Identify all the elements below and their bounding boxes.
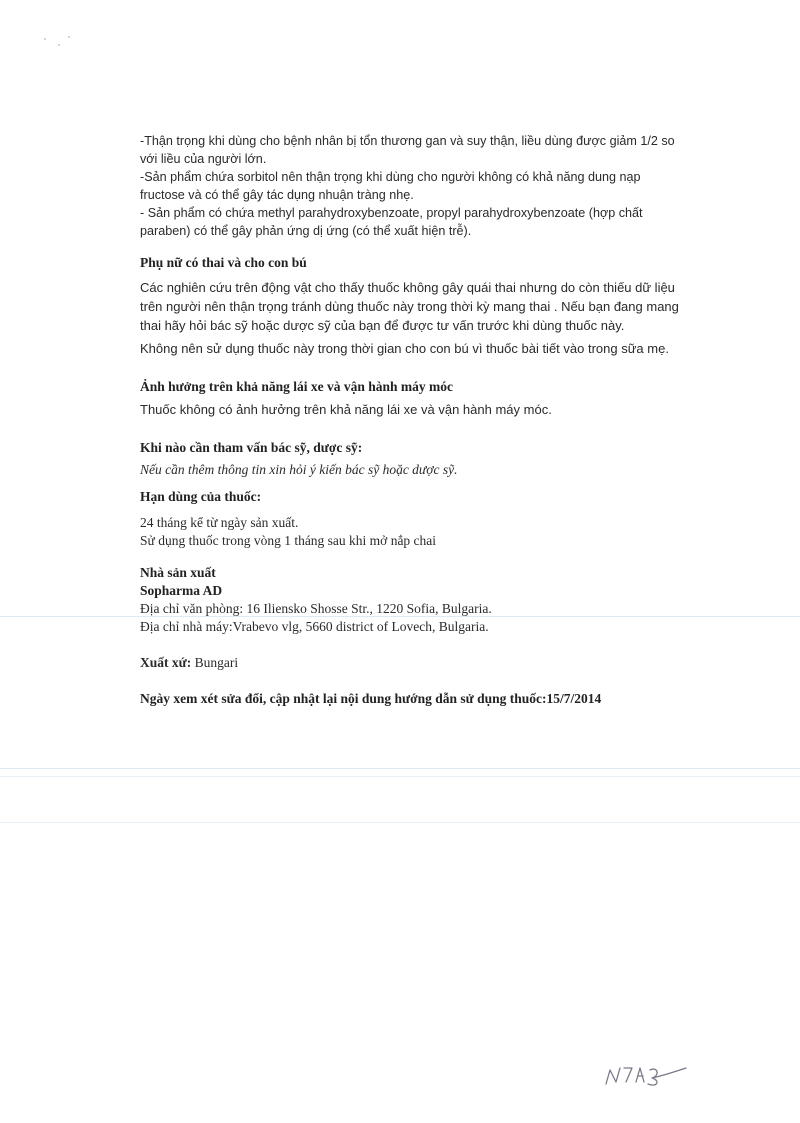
manufacturer-factory-address: Địa chỉ nhà máy:Vrabevo vlg, 5660 district of Lovech, Bulgaria. (140, 619, 489, 634)
driving-heading: Ảnh hưởng trên khả năng lái xe và vận hành máy móc (140, 379, 454, 394)
manufacturer-name: Sopharma AD (140, 583, 223, 598)
manufacturer-office-address: Địa chỉ văn phòng: 16 Iliensko Shosse Str., 1220 Sofia, Bulgaria. (140, 601, 492, 616)
pregnancy-paragraph-1: Các nghiên cứu trên động vật cho thấy thuốc không gây quái thai nhưng do còn thiếu dữ liệu trên người nên thận trọng tránh dùng thuốc này trong thời kỳ mang thai . Nếu bạn đang mang thai hãy hỏi bác sỹ hoặc dược sỹ của bạn để được tư vấn trước khi dùng thuốc này. (140, 280, 679, 333)
warning-paraben: - Sản phẩm có chứa methyl parahydroxybenzoate, propyl parahydroxybenzoate (hợp chất paraben) có thể gây phản ứng dị ứng (có thể xuất hiện trễ). (140, 206, 643, 238)
scan-speck (68, 36, 70, 38)
consult-text: Nếu cần thêm thông tin xin hỏi ý kiến bác sỹ hoặc dược sỹ. (140, 462, 458, 477)
scan-speck (58, 44, 60, 46)
warning-liver-kidney: -Thận trọng khi dùng cho bệnh nhân bị tổn thương gan và suy thận, liều dùng được giảm 1/2 so với liều của người lớn. (140, 134, 675, 166)
warning-sorbitol: -Sản phẩm chứa sorbitol nên thận trọng khi dùng cho người không có khả năng dung nạp fructose và có thể gây tác dụng nhuận tràng nhẹ. (140, 170, 641, 202)
origin-line (140, 654, 688, 672)
revision-date: Ngày xem xét sửa đổi, cập nhật lại nội dung hướng dẫn sử dụng thuốc:15/7/2014 (140, 691, 602, 706)
scan-speck (44, 38, 46, 40)
origin-value: Bungari (191, 655, 239, 670)
shelf-life-line-1: 24 tháng kể từ ngày sản xuất. (140, 515, 299, 530)
pregnancy-heading: Phụ nữ có thai và cho con bú (140, 255, 307, 270)
scan-line (0, 768, 800, 769)
driving-text: Thuốc không có ảnh hưởng trên khả năng lái xe và vận hành máy móc. (140, 402, 552, 417)
pregnancy-paragraph-2: Không nên sử dụng thuốc này trong thời gian cho con bú vì thuốc bài tiết vào trong sữa mẹ. (140, 341, 669, 356)
shelf-life-line-2: Sử dụng thuốc trong vòng 1 tháng sau khi mở nắp chai (140, 533, 437, 548)
shelf-life-heading: Hạn dùng của thuốc: (140, 489, 262, 504)
handwritten-initials (600, 1058, 690, 1092)
scan-line (0, 822, 800, 823)
manufacturer-heading: Nhà sản xuất (140, 565, 216, 580)
origin-label: Xuất xứ: (140, 655, 192, 670)
consult-heading: Khi nào cần tham vấn bác sỹ, dược sỹ: (140, 440, 363, 455)
document-body (140, 132, 688, 708)
scan-line (0, 776, 800, 777)
